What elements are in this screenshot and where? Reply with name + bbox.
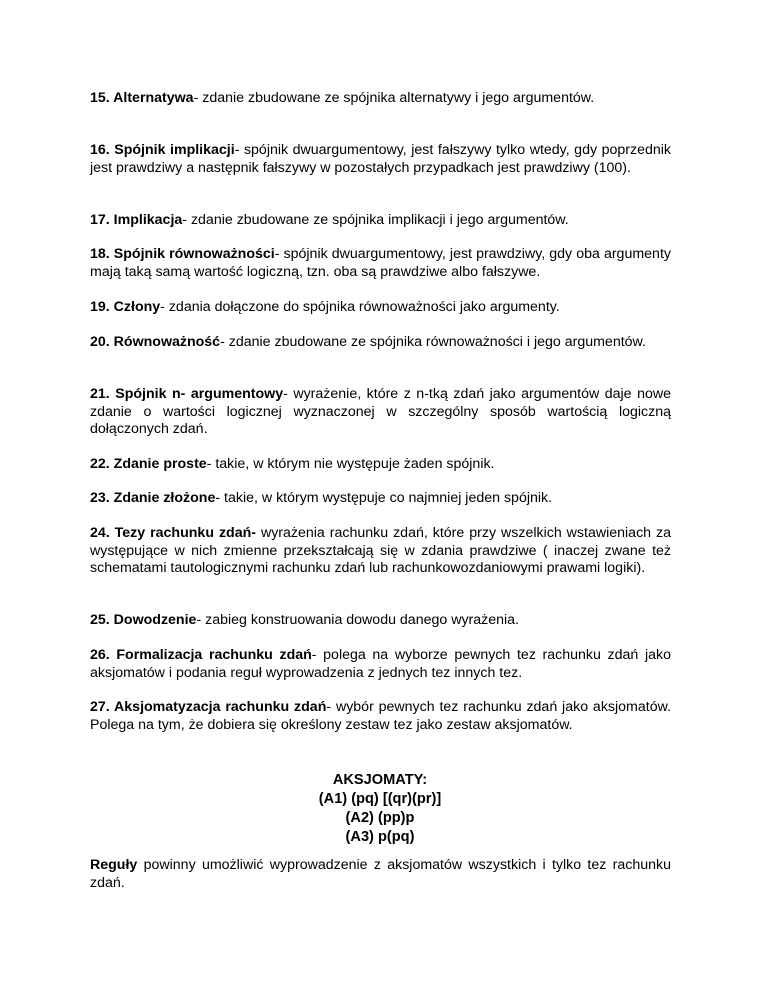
axiom-a2: (A2) (pp)p [345, 810, 415, 826]
definition-text: - polega na wyborze pewnych tez rachunku zdań jako aksjomatów i podania reguł wyprowadzenia z jednych tez innych tez. [90, 647, 671, 681]
definition-18 [90, 246, 671, 281]
definition-25 [90, 612, 671, 630]
definition-20 [90, 334, 671, 352]
definition-text: - spójnik dwuargumentowy, jest prawdziwy, gdy oba argumenty mają taką samą wartość logiczną, tzn. oba są prawdziwe albo fałszywe. [90, 246, 671, 280]
definition-21 [90, 386, 671, 439]
definition-term: 24. Tezy rachunku zdań- [90, 525, 256, 541]
axiom-a1: (A1) (pq) [(qr)(pr)] [318, 791, 442, 807]
definition-term: 17. Implikacja [90, 212, 183, 228]
definition-text: - wybór pewnych tez rachunku zdań jako aksjomatów. Polega na tym, że dobiera się określony zestaw tez jako zestaw aksjomatów. [90, 699, 671, 733]
definition-text: - wyrażenie, które z n-tką zdań jako argumentów daje nowe zdanie o wartości logicznej wyznaczonej w szczególny sposób wartością logiczną dołączonych zdań. [90, 386, 671, 437]
axioms-heading: AKSJOMATY: [332, 772, 428, 788]
definition-term: 23. Zdanie złożone [90, 490, 216, 506]
rules-term: Reguły [90, 857, 138, 873]
definition-text: - zdanie zbudowane ze spójnika alternatywy i jego argumentów. [193, 90, 595, 106]
definition-26 [90, 647, 671, 682]
axioms-block [0, 771, 760, 847]
definition-term: 19. Człony [90, 299, 161, 315]
definition-text: - zdanie zbudowane ze spójnika implikacji i jego argumentów. [182, 212, 569, 228]
definition-15 [90, 90, 671, 108]
definition-text: wyrażenia rachunku zdań, które przy wszelkich wstawieniach za występujące w nich zmienne przekształcają się w zdania prawdziwe ( inaczej zwane też schematami tautologicznymi rachunku zdań lub rachunkowozdaniowymi prawami logiki). [90, 525, 671, 576]
definition-term: 21. Spójnik n- argumentowy [90, 386, 284, 402]
definition-text: - zabieg konstruowania dowodu danego wyrażenia. [196, 612, 520, 628]
definition-term: 20. Równoważność [90, 334, 221, 350]
rules-paragraph [90, 857, 671, 892]
definition-24 [90, 525, 671, 578]
definition-term: 25. Dowodzenie [90, 612, 197, 628]
definition-term: 16. Spójnik implikacji [90, 142, 235, 158]
definition-27 [90, 699, 671, 734]
definition-text: - zdanie zbudowane ze spójnika równoważności i jego argumentów. [220, 334, 646, 350]
definition-17 [90, 212, 671, 230]
definition-19 [90, 299, 671, 317]
definition-23 [90, 490, 671, 508]
definition-term: 26. Formalizacja rachunku zdań [90, 647, 312, 663]
definition-text: - takie, w którym występuje co najmniej jeden spójnik. [215, 490, 553, 506]
definition-16 [90, 142, 671, 177]
definition-text: - zdania dołączone do spójnika równoważności jako argumenty. [160, 299, 560, 315]
axiom-a3: (A3) p(pq) [345, 829, 415, 845]
definition-text: - takie, w którym nie występuje żaden spójnik. [206, 456, 495, 472]
rules-text: powinny umożliwić wyprowadzenie z aksjomatów wszystkich i tylko tez rachunku zdań. [90, 857, 671, 891]
definition-term: 18. Spójnik równoważności [90, 246, 275, 262]
definition-term: 27. Aksjomatyzacja rachunku zdań [90, 699, 327, 715]
definition-22 [90, 456, 671, 474]
definition-term: 22. Zdanie proste [90, 456, 207, 472]
definition-text: - spójnik dwuargumentowy, jest fałszywy tylko wtedy, gdy poprzednik jest prawdziwy a następnik fałszywy w pozostałych przypadkach jest prawdziwy (100). [90, 142, 671, 176]
definition-term: 15. Alternatywa [90, 90, 194, 106]
